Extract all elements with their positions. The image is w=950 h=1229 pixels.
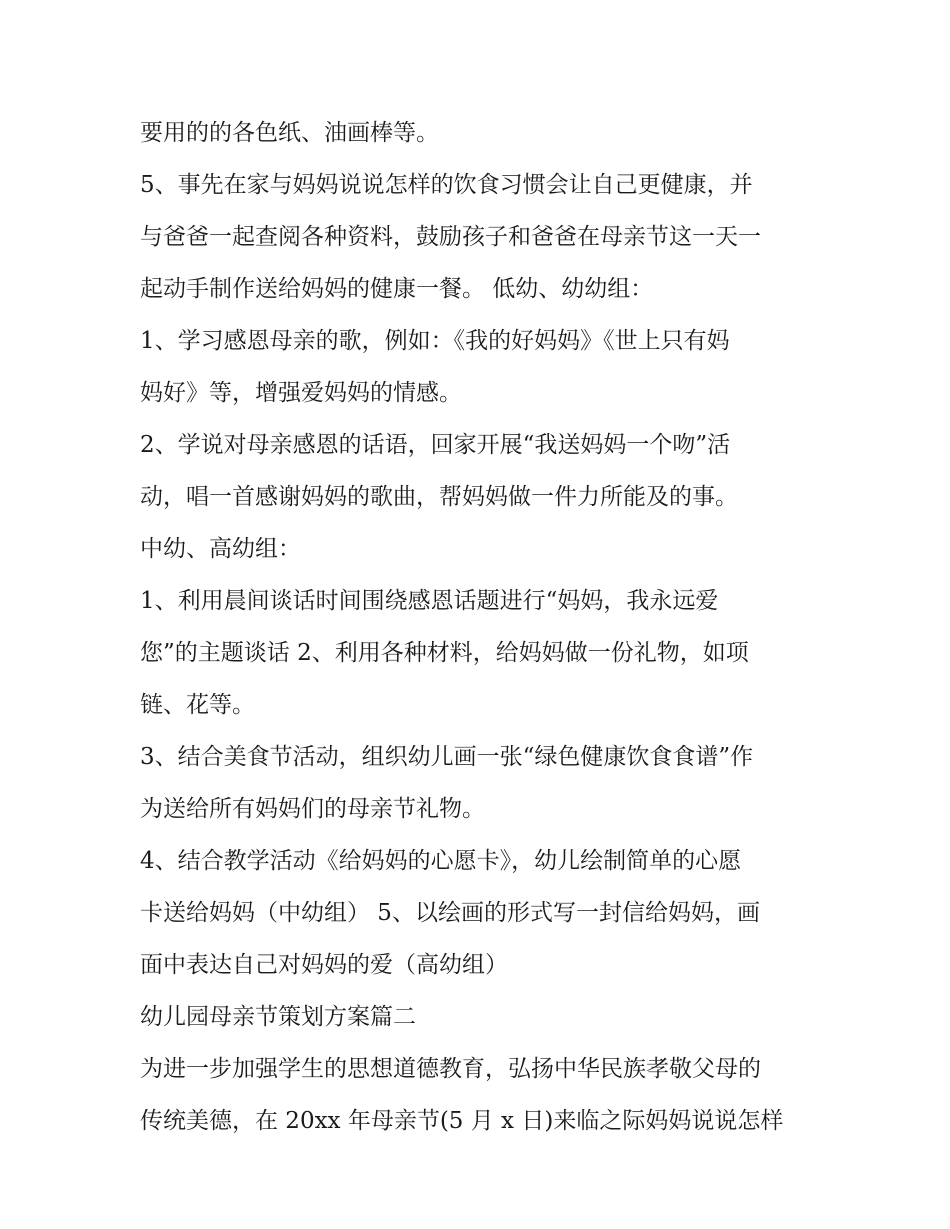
text-line: 1、学习感恩母亲的歌，例如：《我的好妈妈》《世上只有妈 xyxy=(140,328,730,354)
text-line: 卡送给妈妈（中幼组） 5、以绘画的形式写一封信给妈妈，画 xyxy=(140,900,760,926)
text-line: 3、结合美食节活动，组织幼儿画一张“绿色健康饮食食谱”作 xyxy=(140,744,754,770)
text-line: 妈好》等，增强爱妈妈的情感。 xyxy=(140,380,462,406)
text-line: 起动手制作送给妈妈的健康一餐。 低幼、幼幼组： xyxy=(140,276,654,302)
text-line: 传统美德，在 20xx 年母亲节(5 月 x 日)来临之际妈妈说说怎样 xyxy=(140,1108,784,1134)
text-line: 您”的主题谈话 2、利用各种材料，给妈妈做一份礼物，如项 xyxy=(140,640,749,666)
section-heading: 幼儿园母亲节策划方案篇二 xyxy=(140,1004,416,1030)
text-line: 中幼、高幼组： xyxy=(140,536,301,562)
text-line: 4、结合教学活动《给妈妈的心愿卡》，幼儿绘制简单的心愿 xyxy=(140,848,742,874)
text-line: 链、花等。 xyxy=(140,692,255,718)
document-body xyxy=(140,107,820,1147)
text-line: 1、利用晨间谈话时间围绕感恩话题进行“妈妈，我永远爱 xyxy=(140,588,719,614)
text-line: 动，唱一首感谢妈妈的歌曲，帮妈妈做一件力所能及的事。 xyxy=(140,484,738,510)
text-line: 面中表达自己对妈妈的爱（高幼组） xyxy=(140,952,508,978)
text-line: 2、学说对母亲感恩的话语，回家开展“我送妈妈一个吻”活 xyxy=(140,432,731,458)
text-line: 要用的的各色纸、油画棒等。 xyxy=(140,120,439,146)
text-line: 为送给所有妈妈们的母亲节礼物。 xyxy=(140,796,485,822)
text-line: 与爸爸一起查阅各种资料，鼓励孩子和爸爸在母亲节这一天一 xyxy=(140,224,761,250)
text-line: 为进一步加强学生的思想道德教育，弘扬中华民族孝敬父母的 xyxy=(140,1056,761,1082)
text-line: 5、事先在家与妈妈说说怎样的饮食习惯会让自己更健康，并 xyxy=(140,172,753,198)
